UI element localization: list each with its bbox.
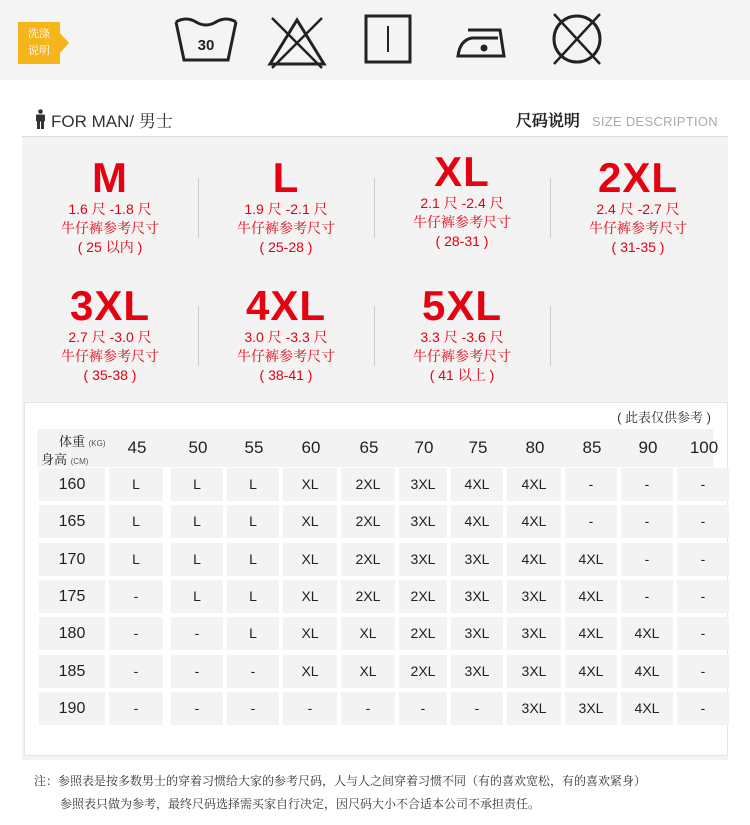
size-name: 4XL <box>245 282 327 329</box>
size-cell: 4XL <box>621 655 673 688</box>
weight-column-header: 50 <box>188 438 208 457</box>
size-cell: XL <box>283 655 337 688</box>
size-cell: 3XL <box>507 580 561 613</box>
weight-column-header: 90 <box>638 438 658 457</box>
size-cell: - <box>621 580 673 613</box>
size-title-en: SIZE DESCRIPTION <box>591 114 718 129</box>
size-range: ( 31-35 ) <box>611 239 665 255</box>
height-cell: 170 <box>39 543 105 576</box>
size-waist: 3.0 尺 -3.3 尺 <box>244 329 328 345</box>
size-name: 3XL <box>69 282 151 329</box>
size-cell: - <box>677 543 729 576</box>
weight-column-header: 60 <box>301 438 321 457</box>
size-cell: 2XL <box>341 543 395 576</box>
size-range: ( 25-28 ) <box>259 239 313 255</box>
table-row <box>37 542 713 576</box>
size-name: L <box>272 154 300 201</box>
size-cell: L <box>171 543 223 576</box>
size-cell: 3XL <box>451 655 503 688</box>
size-cell: L <box>109 543 163 576</box>
size-cell: - <box>171 655 223 688</box>
weight-axis-label <box>59 431 106 450</box>
wash-temp-label: 30 <box>197 37 215 54</box>
size-cell: L <box>227 617 279 650</box>
size-cell: 4XL <box>451 468 503 501</box>
size-cell: 3XL <box>451 617 503 650</box>
size-cell: L <box>171 505 223 538</box>
size-cell: - <box>109 617 163 650</box>
size-cell: 4XL <box>565 617 617 650</box>
size-cell: L <box>227 580 279 613</box>
size-name: M <box>92 154 128 201</box>
size-range: ( 25 以内 ) <box>77 239 143 255</box>
weight-column-header: 55 <box>244 438 264 457</box>
size-cell: L <box>171 580 223 613</box>
size-cell: - <box>621 505 673 538</box>
size-name: 5XL <box>421 282 503 329</box>
size-cell: - <box>171 692 223 725</box>
size-cell: 3XL <box>507 692 561 725</box>
no-dry-clean-icon <box>548 10 606 68</box>
size-cell: L <box>227 468 279 501</box>
size-cell: XL <box>341 655 395 688</box>
size-jeans-label: 牛仔裤参考尺寸 <box>589 220 687 236</box>
size-cell: XL <box>283 617 337 650</box>
size-cell: L <box>227 543 279 576</box>
size-jeans-label: 牛仔裤参考尺寸 <box>413 214 511 230</box>
size-cell: 4XL <box>451 505 503 538</box>
size-cell: - <box>227 692 279 725</box>
size-cell: 4XL <box>565 580 617 613</box>
iron-low-icon <box>454 22 510 62</box>
size-cell: 4XL <box>565 543 617 576</box>
height-cell: 175 <box>39 580 105 613</box>
size-waist: 1.9 尺 -2.1 尺 <box>244 201 328 217</box>
size-cell: 4XL <box>621 692 673 725</box>
line-dry-icon <box>364 14 412 64</box>
table-row <box>37 616 713 650</box>
size-cell: - <box>451 692 503 725</box>
size-card-3xl <box>22 284 198 385</box>
table-row <box>37 467 713 501</box>
size-cell: 3XL <box>399 543 447 576</box>
size-cell: L <box>171 468 223 501</box>
table-corner <box>39 429 109 467</box>
size-cell: L <box>109 468 163 501</box>
no-bleach-icon <box>266 14 328 70</box>
weight-column-header: 75 <box>468 438 488 457</box>
weight-column-header: 80 <box>525 438 545 457</box>
size-cell: 2XL <box>399 617 447 650</box>
size-cell: L <box>109 505 163 538</box>
gender-heading <box>30 106 181 132</box>
size-cell: 4XL <box>507 468 561 501</box>
size-cell: - <box>565 468 617 501</box>
size-waist: 1.6 尺 -1.8 尺 <box>68 201 152 217</box>
size-cell: - <box>171 617 223 650</box>
man-icon <box>34 109 47 129</box>
size-panel <box>22 96 728 760</box>
size-cell: - <box>677 655 729 688</box>
weight-column-header: 70 <box>414 438 434 457</box>
size-name: 2XL <box>597 154 679 201</box>
reference-note: ( 此表仅供参考 ) <box>617 410 711 425</box>
weight-unit: (KG) <box>88 439 106 448</box>
weight-column-header: 85 <box>582 438 602 457</box>
size-cell: - <box>677 617 729 650</box>
size-cell: - <box>621 543 673 576</box>
size-card-xl <box>374 150 550 251</box>
size-cell: 4XL <box>565 655 617 688</box>
size-cell: 2XL <box>399 580 447 613</box>
size-range: ( 28-31 ) <box>435 233 489 249</box>
size-cell: - <box>227 655 279 688</box>
size-cell: 3XL <box>565 692 617 725</box>
size-card-4xl <box>198 284 374 385</box>
height-axis-label <box>41 449 88 468</box>
wash-30-icon <box>172 14 240 66</box>
size-cell: XL <box>283 580 337 613</box>
size-cell: - <box>621 468 673 501</box>
size-cell: - <box>109 580 163 613</box>
size-cell: 3XL <box>451 543 503 576</box>
care-bar <box>0 0 750 80</box>
size-cell: XL <box>341 617 395 650</box>
size-card-l <box>198 156 374 257</box>
height-cell: 160 <box>39 468 105 501</box>
gender-title: FOR MAN/ 男士 <box>51 111 173 131</box>
size-range: ( 38-41 ) <box>259 367 313 383</box>
size-cell: 2XL <box>341 505 395 538</box>
footnote-line-1: 注：参照表是按多数男士的穿着习惯给大家的参考尺码，人与人之间穿着习惯不同（有的喜欢宽松，有的喜欢紧身） <box>34 774 647 788</box>
size-cell: 2XL <box>399 655 447 688</box>
size-cell: 4XL <box>507 505 561 538</box>
size-cell: 3XL <box>399 505 447 538</box>
size-jeans-label: 牛仔裤参考尺寸 <box>237 220 335 236</box>
size-description-heading <box>516 108 718 131</box>
tag-line-2: 说明 <box>28 45 50 57</box>
size-cell: - <box>109 692 163 725</box>
size-jeans-label: 牛仔裤参考尺寸 <box>61 220 159 236</box>
size-jeans-label: 牛仔裤参考尺寸 <box>237 348 335 364</box>
size-jeans-label: 牛仔裤参考尺寸 <box>413 348 511 364</box>
height-cell: 185 <box>39 655 105 688</box>
size-table <box>24 402 728 756</box>
table-row <box>37 579 713 613</box>
size-cell: 2XL <box>341 468 395 501</box>
size-cell: XL <box>283 468 337 501</box>
size-card-2xl <box>550 156 726 257</box>
height-label: 身高 <box>41 452 68 467</box>
size-cell: 3XL <box>451 580 503 613</box>
size-waist: 3.3 尺 -3.6 尺 <box>420 329 504 345</box>
table-row <box>37 654 713 688</box>
size-card-m <box>22 156 198 257</box>
height-cell: 180 <box>39 617 105 650</box>
size-cell: XL <box>283 543 337 576</box>
height-cell: 190 <box>39 692 105 725</box>
size-cell: 3XL <box>399 468 447 501</box>
size-cell: XL <box>283 505 337 538</box>
size-cell: 2XL <box>341 580 395 613</box>
size-jeans-label: 牛仔裤参考尺寸 <box>61 348 159 364</box>
size-waist: 2.1 尺 -2.4 尺 <box>420 195 504 211</box>
size-cell: - <box>677 505 729 538</box>
size-cell: 3XL <box>507 617 561 650</box>
size-card-5xl <box>374 284 550 385</box>
tag-line-1: 洗涤 <box>28 28 50 40</box>
size-cell: - <box>109 655 163 688</box>
table-row <box>37 504 713 538</box>
size-cards <box>22 140 728 396</box>
size-cell: - <box>283 692 337 725</box>
size-range: ( 41 以上 ) <box>429 367 495 383</box>
size-cell: - <box>677 580 729 613</box>
divider <box>550 306 551 366</box>
size-cell: 4XL <box>507 543 561 576</box>
size-cell: - <box>677 468 729 501</box>
weight-label: 体重 <box>59 434 86 449</box>
wash-instruction-tag <box>18 22 68 64</box>
size-cell: - <box>399 692 447 725</box>
size-title-cn: 尺码说明 <box>515 113 580 130</box>
table-row <box>37 691 713 725</box>
weight-column-header: 100 <box>689 438 719 457</box>
weight-column-header: 45 <box>127 438 147 457</box>
height-unit: (CM) <box>70 457 89 466</box>
panel-header <box>22 96 728 137</box>
size-waist: 2.7 尺 -3.0 尺 <box>68 329 152 345</box>
weight-header-row <box>37 429 719 467</box>
height-cell: 165 <box>39 505 105 538</box>
size-waist: 2.4 尺 -2.7 尺 <box>596 201 680 217</box>
size-range: ( 35-38 ) <box>83 367 137 383</box>
size-cell: - <box>565 505 617 538</box>
size-cell: 3XL <box>507 655 561 688</box>
size-cell: L <box>227 505 279 538</box>
size-name: XL <box>434 148 490 195</box>
footnote-line-2: 参照表只做为参考，最终尺码选择需买家自行决定，因尺码大小不合适本公司不承担责任。 <box>60 797 541 811</box>
size-cell: - <box>677 692 729 725</box>
size-cell: - <box>341 692 395 725</box>
weight-column-header: 65 <box>359 438 379 457</box>
size-cell: 4XL <box>621 617 673 650</box>
